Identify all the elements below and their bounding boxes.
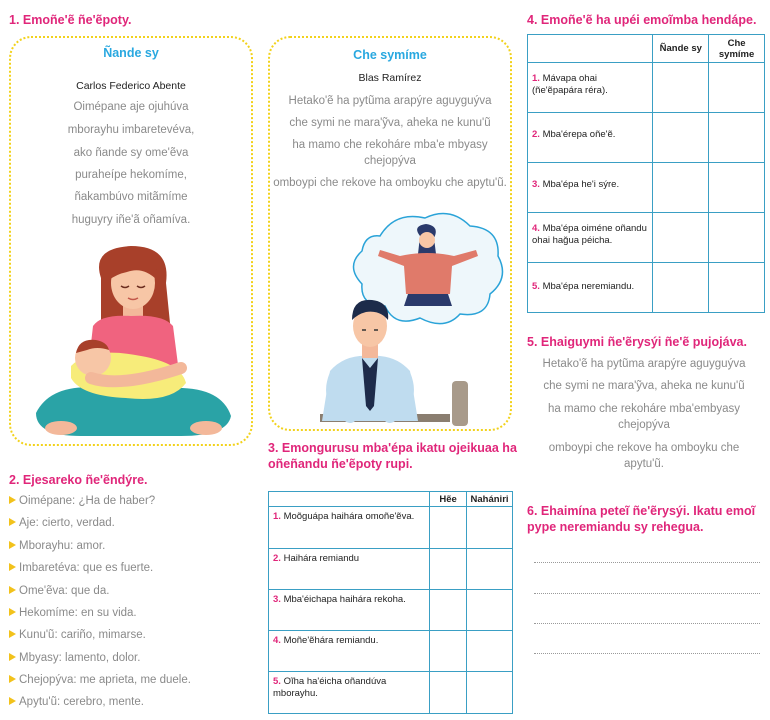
triangle-bullet-icon (9, 697, 16, 705)
mother-baby-illustration (31, 238, 236, 443)
glossary-item: Hekomíme: en su vida. (9, 606, 137, 620)
statement-cell: 3. Mba'éichapa haihára rekoha. (269, 590, 430, 631)
poem-verse: ako ñande sy ome'ẽva (73, 147, 189, 159)
writing-line[interactable] (534, 593, 760, 594)
poem-title: Che symíme (353, 48, 427, 62)
triangle-bullet-icon (9, 518, 16, 526)
answer-cell[interactable] (467, 590, 513, 631)
answer-cell[interactable] (467, 631, 513, 672)
answer-cell[interactable] (653, 213, 709, 263)
answer-cell[interactable] (709, 163, 765, 213)
poem-card-che-symime (268, 36, 512, 431)
poem-author: Carlos Federico Abente (76, 80, 186, 92)
poem-verse: Oimépane aje ojuhúva (73, 101, 189, 113)
section-1-heading: 1. Emoñe'ẽ ñe'ẽpoty. (9, 13, 132, 27)
answer-cell[interactable] (653, 113, 709, 163)
poem-verse: omboypi che rekove ha omboyku che apytu'ũ. (273, 177, 507, 189)
writing-line[interactable] (534, 623, 760, 624)
section-4-table (527, 34, 765, 313)
glossary-item: Imbaretéva: que es fuerte. (9, 561, 153, 575)
glossary-item: Kunu'ũ: cariño, mimarse. (9, 628, 146, 642)
writing-line[interactable] (534, 562, 760, 563)
poem-verse: ha mamo che rekoháre mba'e mbyasy (292, 139, 488, 151)
question-cell: 2. Mba'érepa oñe'ẽ. (528, 113, 653, 163)
question-cell: 4. Mba'épa oiméne oñandu ohai hağua péicha. (528, 213, 653, 263)
answer-cell[interactable] (653, 63, 709, 113)
man-dreaming-illustration (300, 206, 510, 428)
section-3-table (268, 491, 513, 714)
glossary-item: Apytu'ũ: cerebro, mente. (9, 695, 144, 709)
answer-cell[interactable] (467, 507, 513, 549)
glossary-item: Chejopýva: me aprieta, me duele. (9, 673, 191, 687)
answer-cell[interactable] (709, 213, 765, 263)
answer-cell[interactable] (430, 631, 467, 672)
answer-cell[interactable] (709, 263, 765, 313)
answer-cell[interactable] (430, 672, 467, 714)
answer-cell[interactable] (430, 549, 467, 590)
glossary-item: Mborayhu: amor. (9, 539, 105, 553)
answer-cell[interactable] (430, 590, 467, 631)
triangle-bullet-icon (9, 586, 16, 594)
glossary-item: Oimépane: ¿Ha de haber? (9, 494, 155, 508)
section-5-heading: 5. Ehaiguymi ñe'ẽrysýi ñe'ẽ pujojáva. (527, 335, 747, 349)
triangle-bullet-icon (9, 630, 16, 638)
triangle-bullet-icon (9, 608, 16, 616)
answer-cell[interactable] (709, 63, 765, 113)
answer-cell[interactable] (653, 263, 709, 313)
statement-cell: 5. Oĩha ha'éicha oñandúva mborayhu. (269, 672, 430, 714)
column-hee: Hẽe (430, 492, 467, 507)
rewrite-line: omboypi che rekove ha omboyku che (548, 442, 740, 454)
poem-verse: puraheípe hekomíme, (75, 169, 187, 181)
rewrite-line: apytu'ũ. (624, 458, 664, 470)
column-nahaniri: Nahániri (467, 492, 513, 507)
section-6-heading: 6. Ehaimína peteĩ ñe'ẽrysýi. Ikatu emoĩ pype neremiandu sy rehegua. (527, 504, 756, 534)
poem-author: Blas Ramírez (358, 72, 422, 84)
section-4-heading: 4. Emoñe'ẽ ha upéi emoĩmba hendápe. (527, 13, 757, 27)
poem-verse: mborayhu imbaretevéva, (67, 124, 195, 136)
rewrite-line: chejopýva (618, 419, 670, 431)
triangle-bullet-icon (9, 541, 16, 549)
answer-cell[interactable] (709, 113, 765, 163)
statement-cell: 1. Moõguápa haihára omoñe'ẽva. (269, 507, 430, 549)
answer-cell[interactable] (467, 672, 513, 714)
column-nande-sy: Ñande sy (653, 35, 709, 63)
poem-card-nande-sy (9, 36, 253, 446)
column-che-symime: Che symíme (709, 35, 765, 63)
triangle-bullet-icon (9, 653, 16, 661)
rewrite-line: che symi ne mara'ỹva, aheka ne kunu'ũ (543, 380, 745, 392)
triangle-bullet-icon (9, 563, 16, 571)
poem-verse: ñakambúvo mitãmíme (74, 191, 188, 203)
writing-line[interactable] (534, 653, 760, 654)
triangle-bullet-icon (9, 496, 16, 504)
poem-verse: Hetako'ẽ ha pytũma arapýre aguyguýva (288, 95, 492, 107)
statement-cell: 2. Haihára remiandu (269, 549, 430, 590)
triangle-bullet-icon (9, 675, 16, 683)
glossary-item: Mbyasy: lamento, dolor. (9, 651, 140, 665)
question-cell: 3. Mba'épa he'i sýre. (528, 163, 653, 213)
answer-cell[interactable] (467, 549, 513, 590)
answer-cell[interactable] (430, 507, 467, 549)
glossary-item: Aje: cierto, verdad. (9, 516, 115, 530)
poem-verse: chejopýva (364, 155, 416, 167)
poem-verse: huguyry iñe'ã oñamíva. (71, 214, 191, 226)
rewrite-line: Hetako'ẽ ha pytũma arapýre aguyguýva (542, 358, 746, 370)
poem-title: Ñande sy (103, 46, 159, 60)
rewrite-line: ha mamo che rekoháre mba'embyasy (547, 403, 741, 415)
section-2-heading: 2. Ejesareko ñe'ẽndýre. (9, 473, 148, 487)
answer-cell[interactable] (653, 163, 709, 213)
poem-verse: che symi ne mara'ỹva, aheka ne kunu'ũ (289, 117, 491, 129)
question-cell: 1. Mávapa ohai (ñe'ẽpapára réra). (528, 63, 653, 113)
glossary-item: Ome'ẽva: que da. (9, 584, 109, 598)
question-cell: 5. Mba'épa neremiandu. (528, 263, 653, 313)
section-3-heading: 3. Emongurusu mba'épa ikatu ojeikuaa ha oñeñandu ñe'ẽpoty rupi. (268, 441, 517, 471)
statement-cell: 4. Moñe'ẽhára remiandu. (269, 631, 430, 672)
